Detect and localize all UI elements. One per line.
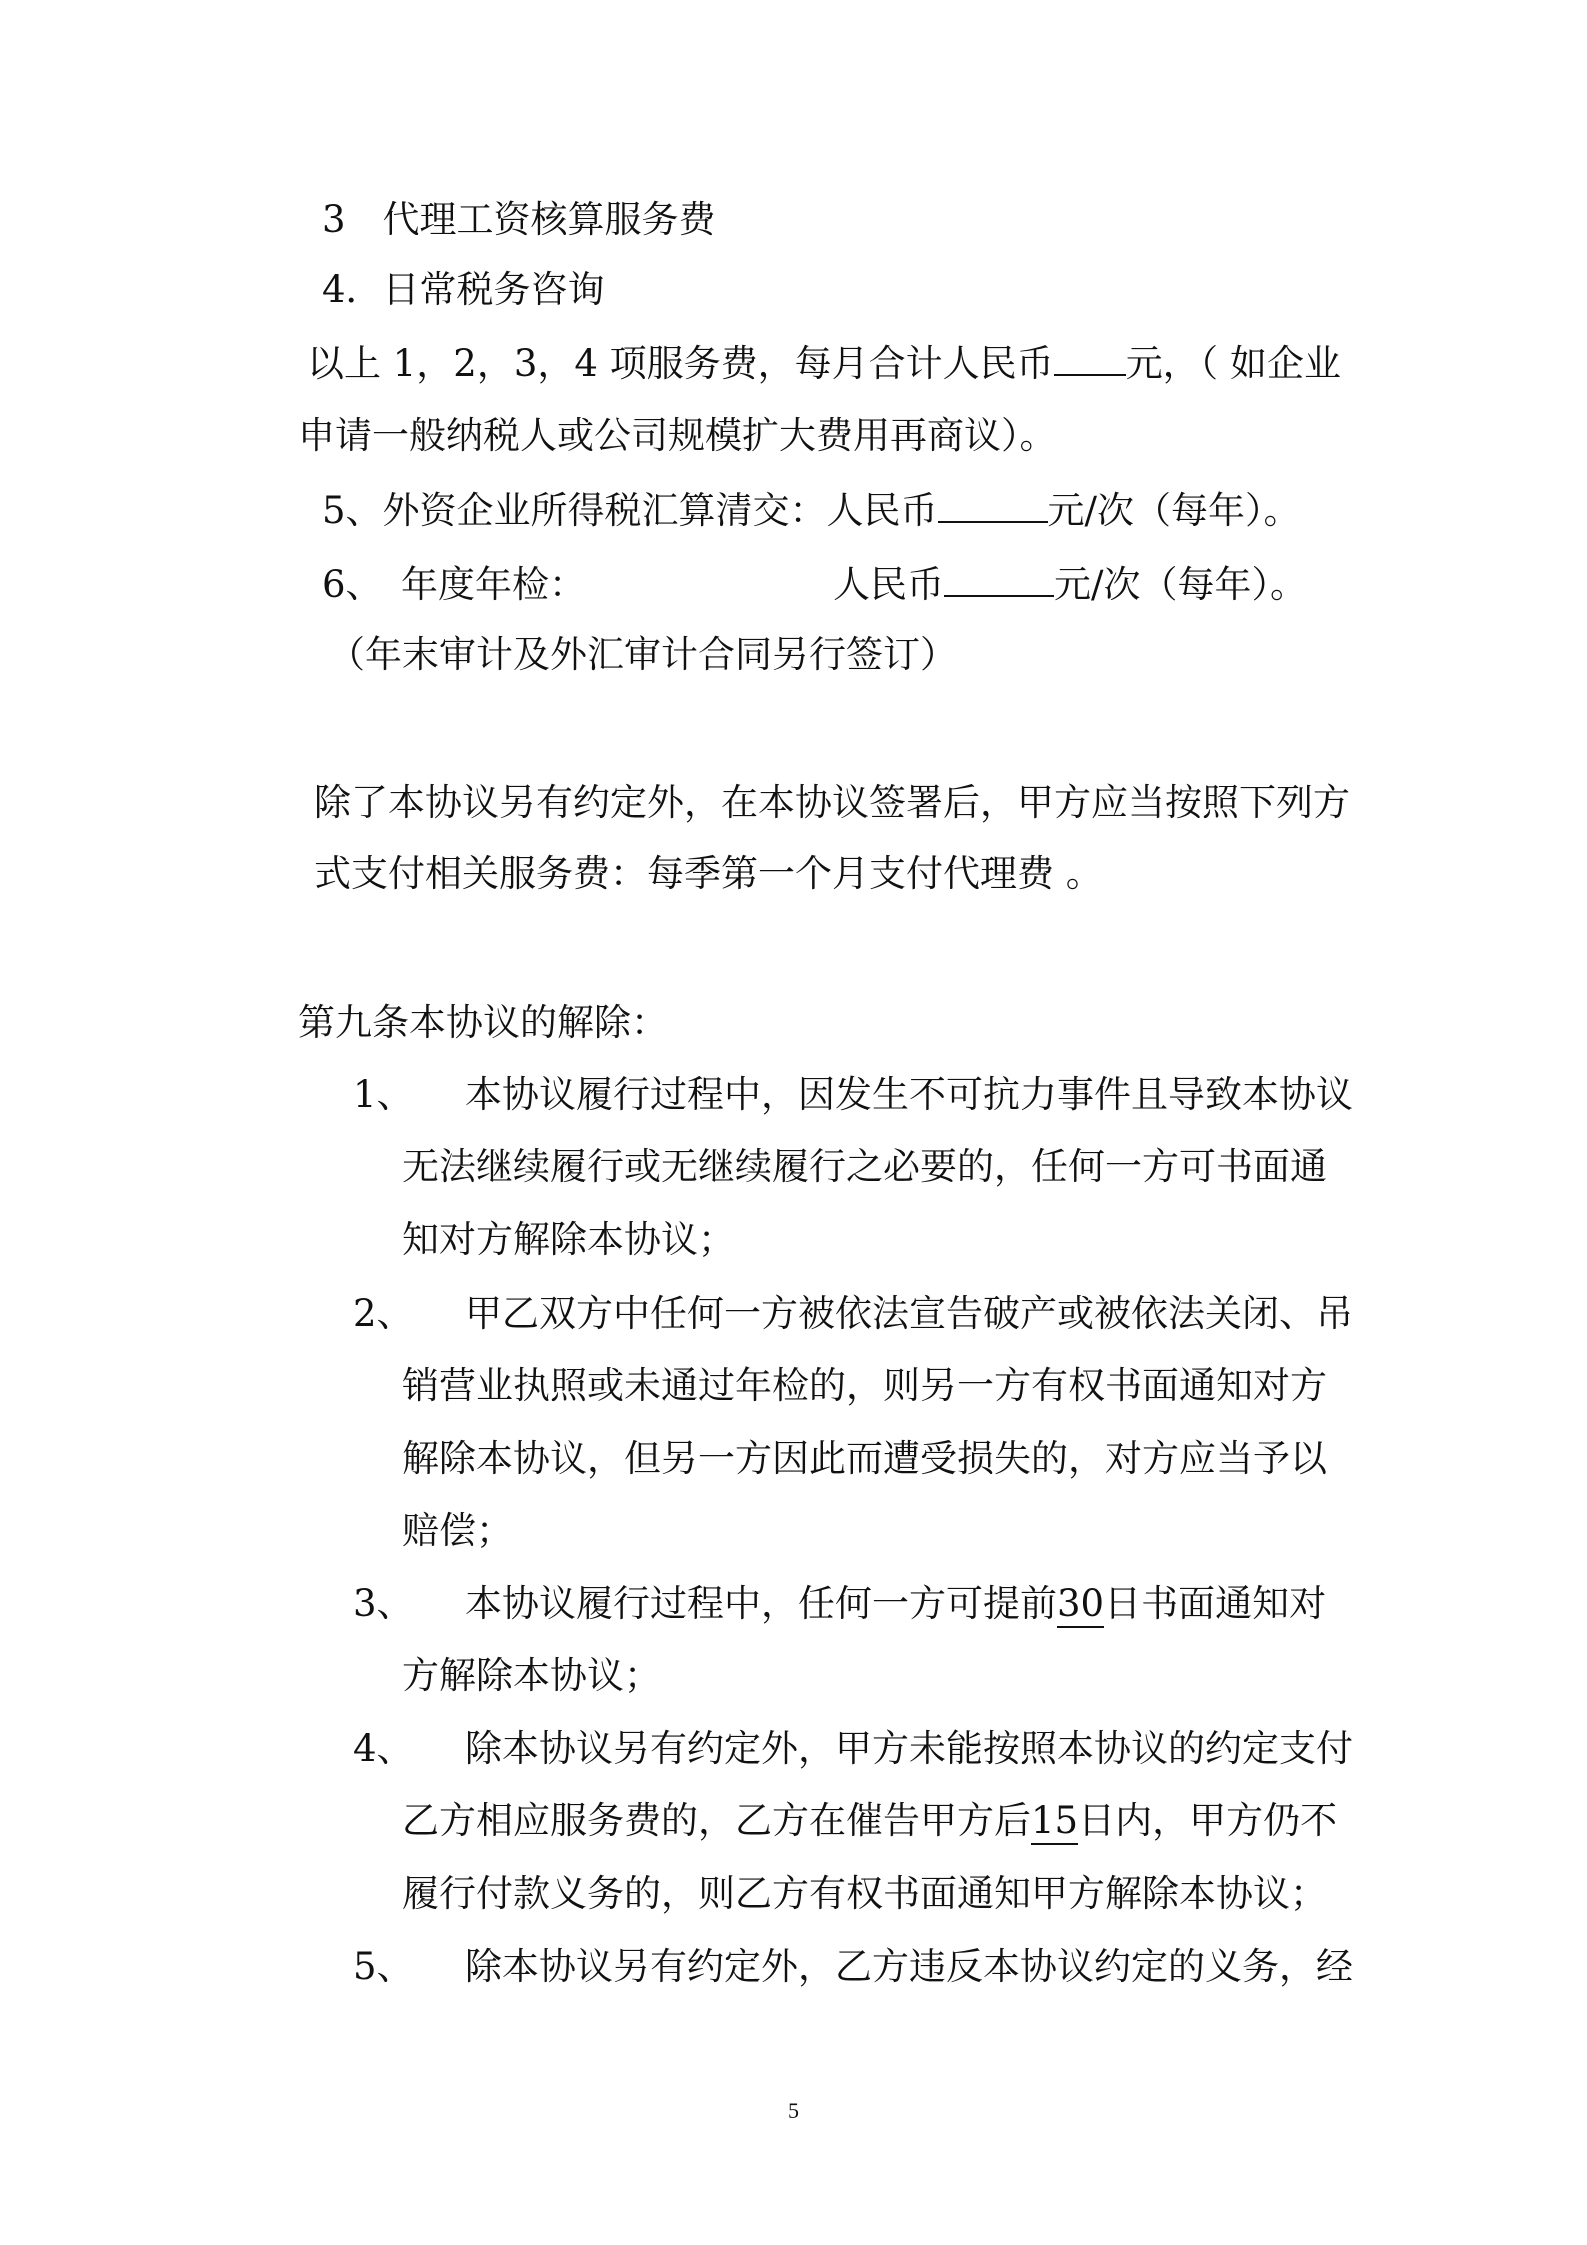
clause-1-line-1: 本协议履行过程中，因发生不可抗力事件且导致本协议 — [465, 1073, 1353, 1116]
fee-item-5-prefix: 5、外资企业所得税汇算清交：人民币 — [322, 489, 938, 532]
fee-item-5-suffix: 元/次（每年）。 — [1047, 489, 1301, 532]
fee-total-line-1 — [307, 342, 1341, 386]
clause-2-number: 2、 — [353, 1292, 414, 1335]
clause-2-line-2: 销营业执照或未通过年检的，则另一方有权书面通知对方 — [402, 1364, 1327, 1407]
fee-item-3: 3 代理工资核算服务费 — [322, 198, 716, 241]
fee-item-6-suffix: 元/次（每年）。 — [1054, 563, 1307, 606]
clause-4-line-2-prefix: 乙方相应服务费的，乙方在催告甲方后 — [402, 1799, 1031, 1842]
clause-4-line-2-suffix: 日内，甲方仍不 — [1078, 1799, 1338, 1842]
clause-1-number: 1、 — [353, 1073, 414, 1116]
clause-1-line-3: 知对方解除本协议； — [402, 1218, 735, 1261]
clause-2-line-4: 赔偿； — [402, 1509, 513, 1552]
payment-line-2: 式支付相关服务费：每季第一个月支付代理费 。 — [314, 852, 1103, 895]
fee-total-suffix: 元，（ 如企业 — [1125, 342, 1341, 385]
amount-blank — [938, 491, 1048, 523]
clause-5-line-1: 除本协议另有约定外，乙方违反本协议约定的义务，经 — [465, 1945, 1353, 1988]
grace-days: 15 — [1031, 1799, 1078, 1845]
clause-2-line-1: 甲乙双方中任何一方被依法宣告破产或被依法关闭、吊 — [465, 1292, 1353, 1335]
amount-blank — [1054, 344, 1126, 376]
audit-note: （年末审计及外汇审计合同另行签订） — [328, 633, 957, 676]
clause-4-number: 4、 — [353, 1727, 414, 1770]
amount-blank — [944, 565, 1054, 597]
clause-4-line-1: 除本协议另有约定外，甲方未能按照本协议的约定支付 — [465, 1727, 1353, 1770]
article-9-heading: 第九条本协议的解除： — [298, 1001, 668, 1044]
fee-total-line-2: 申请一般纳税人或公司规模扩大费用再商议）。 — [298, 414, 1057, 457]
clause-4-line-3: 履行付款义务的，则乙方有权书面通知甲方解除本协议； — [402, 1872, 1327, 1915]
clause-4-line-2 — [402, 1799, 1337, 1843]
fee-item-4: 4．日常税务咨询 — [322, 268, 605, 311]
fee-item-6-label: 6、 年度年检： — [322, 563, 587, 606]
clause-1-line-2: 无法继续履行或无继续履行之必要的，任何一方可书面通 — [402, 1145, 1327, 1188]
clause-3-number: 3、 — [353, 1582, 414, 1625]
clause-3-line-1-prefix: 本协议履行过程中，任何一方可提前 — [465, 1582, 1057, 1625]
clause-5-number: 5、 — [353, 1945, 414, 1988]
clause-2-line-3: 解除本协议，但另一方因此而遭受损失的，对方应当予以 — [402, 1437, 1327, 1480]
fee-item-5 — [322, 489, 1301, 533]
fee-item-6-amount — [833, 563, 1307, 607]
clause-3-line-2: 方解除本协议； — [402, 1654, 661, 1697]
fee-item-6-prefix: 人民币 — [833, 563, 944, 606]
clause-3-line-1 — [465, 1582, 1326, 1626]
fee-total-prefix: 以上 1，2，3，4 项服务费，每月合计人民币 — [307, 342, 1054, 385]
clause-3-line-1-suffix: 日书面通知对 — [1104, 1582, 1327, 1625]
payment-line-1: 除了本协议另有约定外，在本协议签署后，甲方应当按照下列方 — [314, 781, 1350, 824]
notice-days: 30 — [1057, 1582, 1104, 1628]
page-number: 5 — [788, 2098, 799, 2123]
